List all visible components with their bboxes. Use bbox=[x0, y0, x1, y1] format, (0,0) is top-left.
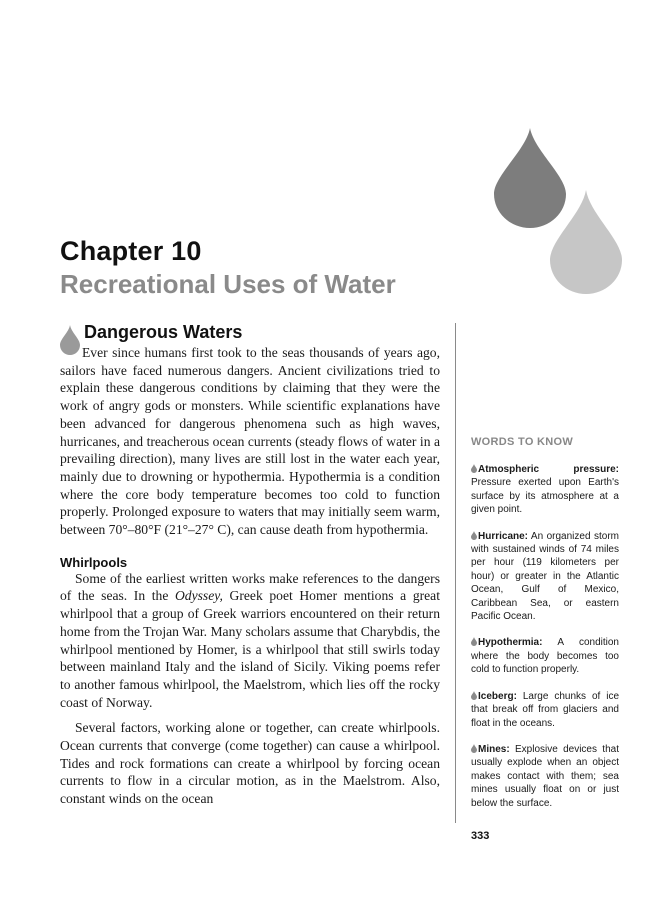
term-definition: Pressure exerted upon Earth's surface by its atmosphere at a given point. bbox=[471, 477, 619, 516]
main-column bbox=[60, 320, 440, 808]
chapter-label: Chapter 10 bbox=[60, 236, 202, 266]
water-drop-icon bbox=[471, 744, 477, 753]
water-drop-icon bbox=[471, 531, 477, 540]
section-heading-row bbox=[60, 320, 440, 344]
water-drop-icon bbox=[60, 325, 80, 355]
whirlpool-paragraph-2: Several factors, working alone or together, can create whirlpools. Ocean currents that converge (come together) can cause a whirlpool. Tides and rock formations can create a whirlpool by forcing ocean currents to flow in a circular motion, as in the Maelstrom. Also, constant winds on the ocean bbox=[60, 720, 440, 807]
term-definition: An organized storm with sustained winds of 74 miles per hour (119 kilometers per hour) or greater in the Atlantic Ocean, Gulf of Mexico, Caribbean Sea, or eastern Pacific Ocean. bbox=[471, 530, 619, 623]
term-name: Mines: bbox=[478, 743, 510, 755]
term-name: Hypothermia: bbox=[478, 637, 543, 649]
whirlpool-p1-after: Greek poet Homer mentions a great whirlpool that a group of Greek warriors encountered on their return home from the Trojan War. Many scholars assume that Charybdis, the whirlpool mentioned by Homer, is a whirlpool that still swirls today between mainland Italy and the island of Sicily. Viking poems refer to another famous whirlpool, the Maelstrom, which lies off the rocky coast of Norway. bbox=[60, 588, 440, 710]
chapter-title: Recreational Uses of Water bbox=[60, 269, 396, 299]
term-entry bbox=[471, 463, 619, 517]
sidebar-heading: WORDS TO KNOW bbox=[471, 436, 574, 448]
whirlpool-paragraph-1 bbox=[60, 570, 440, 712]
term-definition: Large chunks of ice that break off from glaciers and float in the oceans. bbox=[471, 690, 620, 729]
subheading-whirlpools: Whirlpools bbox=[60, 554, 128, 570]
term-name: Atmospheric pressure: bbox=[478, 464, 619, 475]
term-entry bbox=[471, 530, 619, 624]
odyssey-title: Odyssey, bbox=[174, 588, 223, 604]
term-entry bbox=[471, 743, 619, 810]
words-to-know-sidebar bbox=[471, 436, 619, 823]
term-definition: Explosive devices that usually explode when an object makes contact with them; sea mines usually float on or just below the surface. bbox=[471, 743, 619, 809]
term-name: Iceberg: bbox=[478, 690, 517, 702]
term-entry bbox=[471, 690, 619, 730]
term-entry bbox=[471, 636, 619, 676]
term-name: Hurricane: bbox=[478, 530, 529, 542]
intro-paragraph: Ever since humans first took to the seas thousands of years ago, sailors have faced numerous dangers. Ancient civilizations tried to explain these dangerous conditions by claiming that they were the work of angry gods or monsters. While scientific explanations have been advanced for dangerous phenomena such as high waves, hurricanes, and treacherous ocean currents (steady flows of water in a prevailing direction), many lives are still lost in the water each year, mainly due to drowning or hypothermia. Hypothermia is a condition where the core body temperature becomes too cold to function properly. Prolonged exposure to waters that may initially seem warm, between 70°–80°F (21°–27° C), can cause death from hypothermia. bbox=[60, 345, 440, 538]
water-drop-icon bbox=[471, 691, 477, 700]
whirlpool-p1-before: Some of the earliest written works make references to the dangers of the seas. In the bbox=[60, 570, 440, 604]
water-drop-icon bbox=[471, 637, 477, 646]
page-number: 333 bbox=[471, 830, 490, 842]
column-divider bbox=[455, 323, 456, 823]
water-drop-light-icon bbox=[550, 190, 622, 296]
term-definition: A condition where the body becomes too cold to function properly. bbox=[471, 637, 619, 676]
section-heading: Dangerous Waters bbox=[84, 321, 243, 342]
water-drop-icon bbox=[471, 464, 477, 473]
